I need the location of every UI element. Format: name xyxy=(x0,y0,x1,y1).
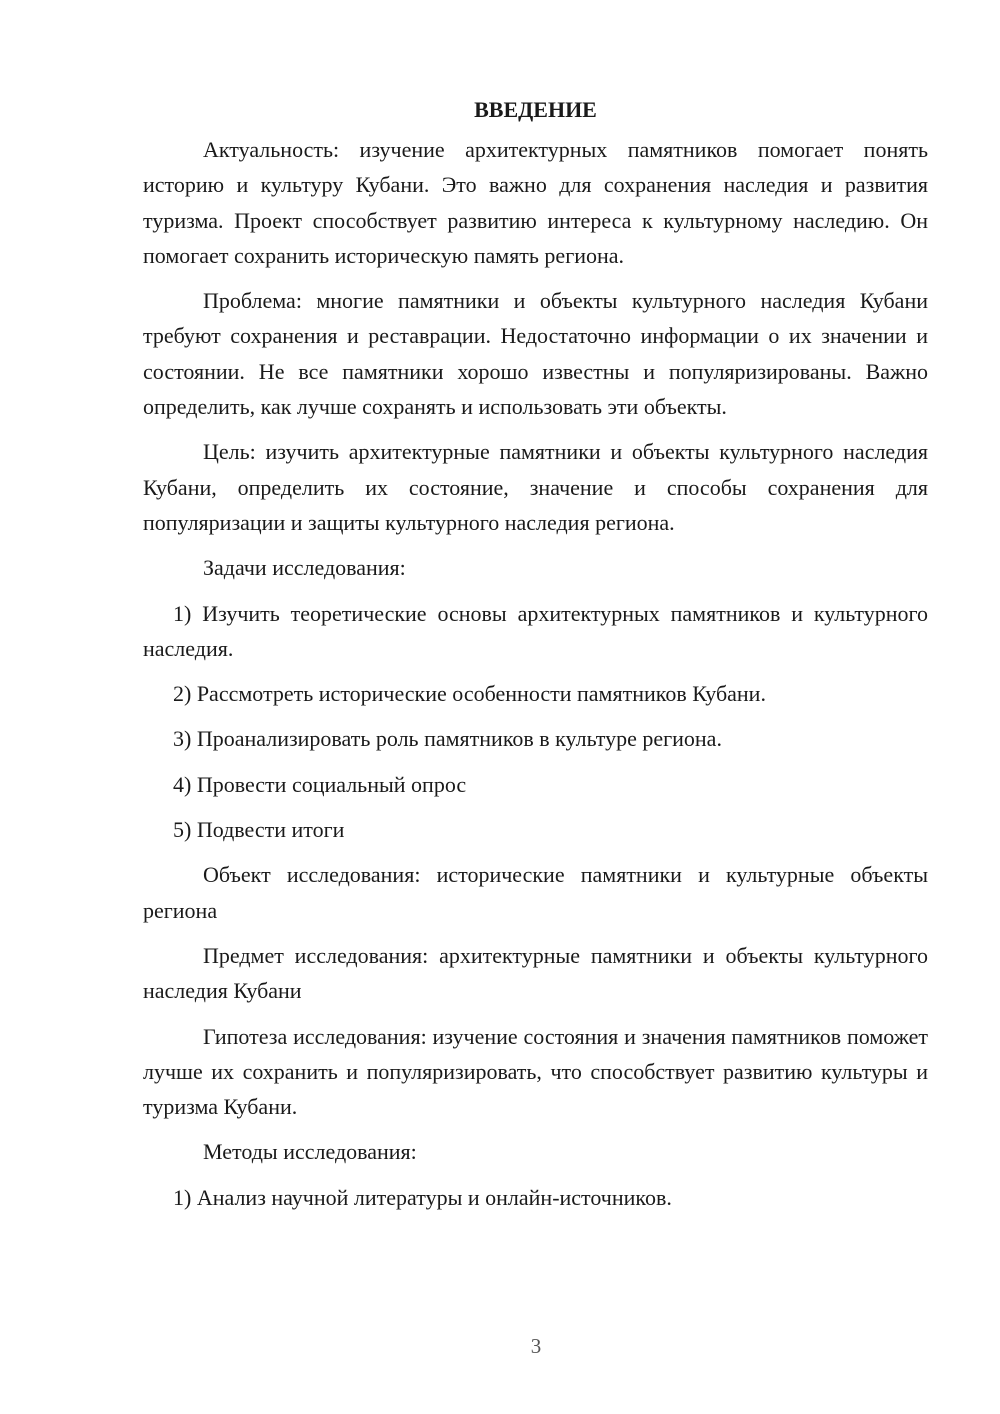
document-page xyxy=(143,92,928,1225)
subject-paragraph: Предмет исследования: архитектурные памятники и объекты культурного наследия Кубани xyxy=(143,942,928,1004)
object-paragraph: Объект исследования: исторические памятники и культурные объекты региона xyxy=(143,862,928,923)
goal-paragraph: Цель: изучить архитектурные памятники и объекты культурного наследия Кубани, определить их состояние, значение и способы сохранения для популяризации и защиты культурного наследия региона. xyxy=(143,439,928,535)
method-item-1: 1) Анализ научной литературы и онлайн-источников. xyxy=(173,1184,672,1210)
tasks-heading: Задачи исследования: xyxy=(203,555,406,581)
problem-paragraph: Проблема: многие памятники и объекты культурного наследия Кубани требуют сохранения и реставрации. Недостаточно информации о их значении и состоянии. Не все памятники хорошо известны и популяризированы. Важно определить, как лучше сохранять и использовать эти объекты. xyxy=(143,288,928,420)
section-title: ВВЕДЕНИЕ xyxy=(474,97,597,122)
hypothesis-paragraph: Гипотеза исследования: изучение состояния и значения памятников поможет лучше их сохранить и популяризировать, что способствует развитию культуры и туризма Кубани. xyxy=(143,1023,928,1120)
task-item-5: 5) Подвести итоги xyxy=(173,817,345,843)
task-item-4: 4) Провести социальный опрос xyxy=(173,771,467,797)
task-item-1: 1) Изучить теоретические основы архитектурных памятников и культурного наследия. xyxy=(143,600,928,661)
page-number: 3 xyxy=(530,1334,542,1358)
methods-heading: Методы исследования: xyxy=(203,1139,417,1165)
task-item-2: 2) Рассмотреть исторические особенности памятников Кубани. xyxy=(173,681,766,707)
relevance-paragraph: Актуальность: изучение архитектурных памятников помогает понять историю и культуру Кубани. Это важно для сохранения наследия и развития туризма. Проект способствует развитию интереса к культурному наследию. Он помогает сохранить историческую память региона. xyxy=(143,137,928,268)
task-item-3: 3) Проанализировать роль памятников в культуре региона. xyxy=(173,726,722,752)
